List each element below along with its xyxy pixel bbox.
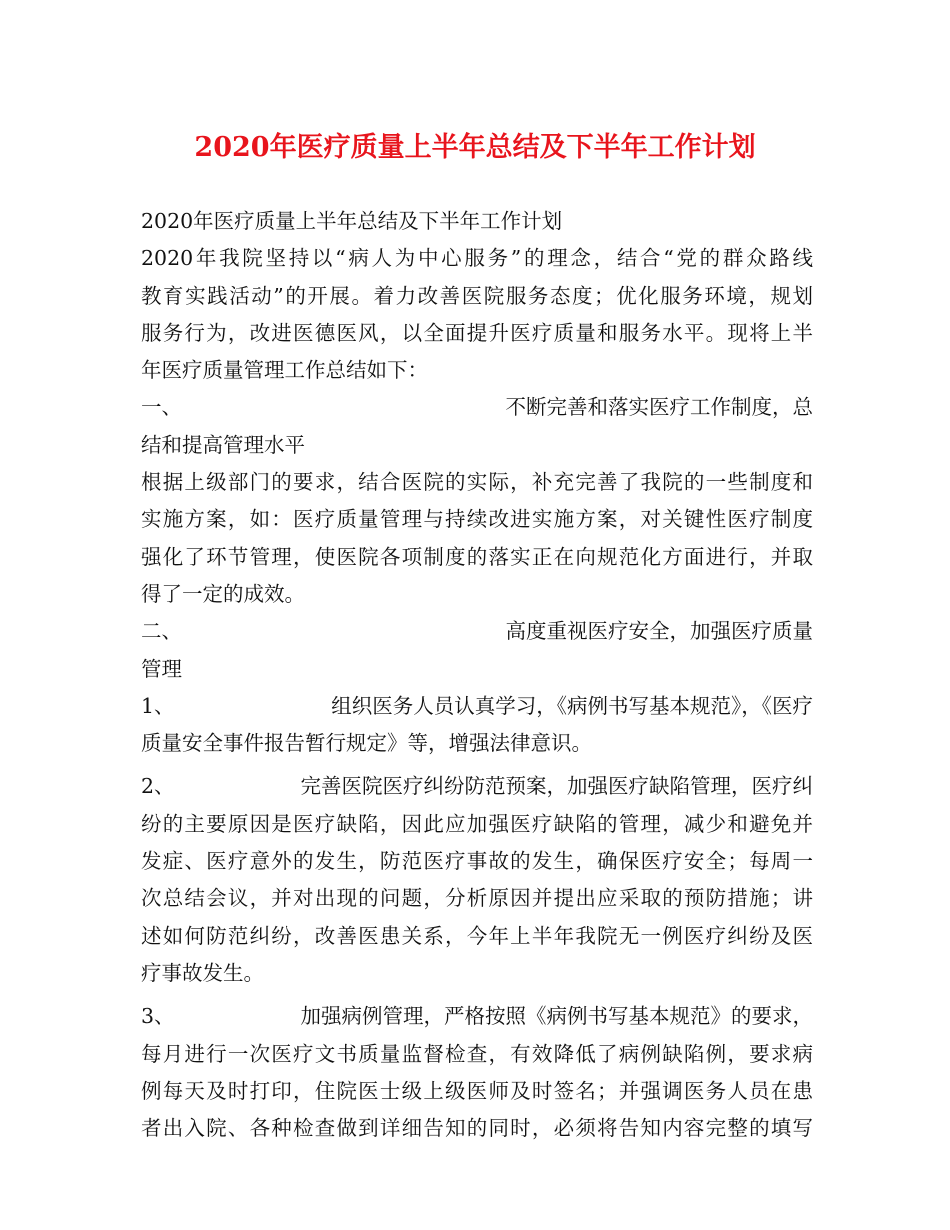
- document-title: 2020年医疗质量上半年总结及下半年工作计划: [194, 132, 756, 163]
- list-item-text: 加强病例管理，严格按照《病例书写基本规范》的要求，: [300, 1004, 813, 1029]
- paragraph-line: 强化了环节管理，使医院各项制度的落实正在向规范化方面进行，并取: [141, 544, 813, 569]
- paragraph-line: 次总结会议，并对出现的问题，分析原因并提出应采取的预防措施；讲: [141, 886, 813, 911]
- section-heading-2: [141, 613, 813, 650]
- paragraph-line: 服务行为，改进医德医风，以全面提升医疗质量和服务水平。现将上半: [141, 320, 813, 345]
- paragraph-line: 质量安全事件报告暂行规定》等，增强法律意识。: [141, 731, 592, 756]
- section-heading-continued: 结和提高管理水平: [141, 432, 305, 457]
- document-body: [141, 203, 813, 1147]
- section-heading-text: 高度重视医疗安全，加强医疗质量: [505, 619, 813, 644]
- list-item-1: [141, 688, 813, 725]
- paragraph-line: 实施方案，如：医疗质量管理与持续改进实施方案，对关键性医疗制度: [141, 507, 813, 532]
- section-heading-continued: 管理: [141, 656, 182, 681]
- paragraph-line: 年医疗质量管理工作总结如下：: [141, 358, 428, 383]
- paragraph-line: 述如何防范纠纷，改善医患关系，今年上半年我院无一例医疗纠纷及医: [141, 923, 813, 948]
- list-item-3: [141, 998, 813, 1035]
- paragraph-line: 例每天及时打印，住院医士级上级医师及时签名；并强调医务人员在患: [141, 1078, 813, 1103]
- paragraph-line: 疗事故发生。: [141, 960, 264, 985]
- paragraph-line: 根据上级部门的要求，结合医院的实际，补充完善了我院的一些制度和: [141, 470, 813, 495]
- paragraph-line: 教育实践活动”的开展。着力改善医院服务态度；优化服务环境，规划: [141, 283, 813, 308]
- list-item-2: [141, 768, 813, 805]
- list-item-text: 组织医务人员认真学习，《病例书写基本规范》，《医疗: [331, 693, 813, 718]
- paragraph-line: 纷的主要原因是医疗缺陷，因此应加强医疗缺陷的管理，减少和避免并: [141, 811, 813, 836]
- paragraph-line: 发症、医疗意外的发生，防范医疗事故的发生，确保医疗安全；每周一: [141, 849, 813, 874]
- section-heading-text: 不断完善和落实医疗工作制度，总: [505, 395, 813, 420]
- paragraph-line: 2020年我院坚持以“病人为中心服务”的理念，结合“党的群众路线: [141, 246, 813, 271]
- paragraph-line: 每月进行一次医疗文书质量监督检查，有效降低了病例缺陷例，要求病: [141, 1041, 813, 1066]
- section-number: 二、: [141, 619, 182, 644]
- list-item-number: 1、: [141, 693, 175, 718]
- paragraph-line: 得了一定的成效。: [141, 581, 305, 606]
- section-number: 一、: [141, 395, 182, 420]
- list-item-text: 完善医院医疗纠纷防范预案，加强医疗缺陷管理，医疗纠: [300, 774, 813, 799]
- paragraph-line: 者出入院、各种检查做到详细告知的同时，必须将告知内容完整的填写: [141, 1116, 813, 1141]
- section-heading-1: [141, 389, 813, 426]
- list-item-number: 3、: [141, 1004, 175, 1029]
- subtitle-line: 2020年医疗质量上半年总结及下半年工作计划: [141, 209, 563, 233]
- list-item-number: 2、: [141, 774, 175, 799]
